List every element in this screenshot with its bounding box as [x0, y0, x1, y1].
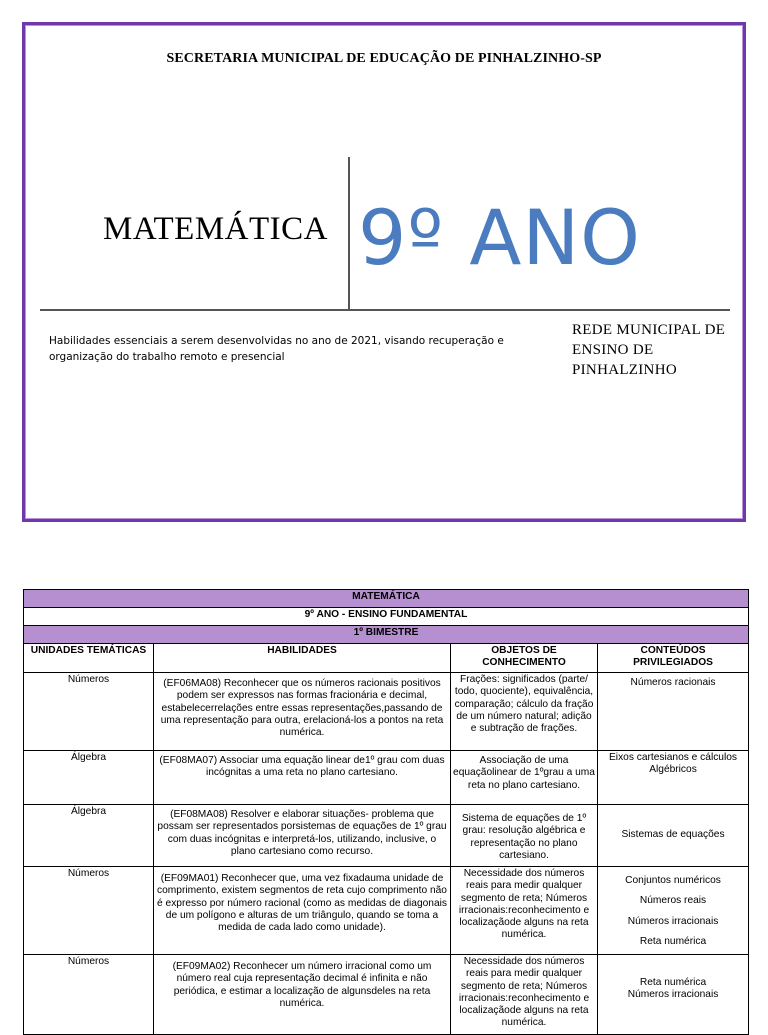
- cell-skill: (EF09MA02) Reconhecer um número irracional como um número real cuja representação decimal é infinita e não periódica, e estimar a localização de algunsdeles na reta numérica.: [154, 955, 451, 1035]
- cell-unit: Álgebra: [24, 751, 154, 805]
- cell-contents: [598, 867, 749, 955]
- cell-unit: Números: [24, 867, 154, 955]
- content-item: Reta numérica: [639, 977, 707, 988]
- cell-unit: Álgebra: [24, 805, 154, 867]
- header-habilidades: HABILIDADES: [154, 644, 451, 673]
- content-item: Sistemas de equações: [621, 829, 725, 841]
- horizontal-divider: [40, 309, 730, 311]
- secretaria-title: SECRETARIA MUNICIPAL DE EDUCAÇÃO DE PINHALZINHO-SP: [166, 51, 602, 66]
- header-conteudos: CONTEÚDOS PRIVILEGIADOS: [598, 644, 749, 673]
- cell-knowledge: Necessidade dos números reais para medir qualquer segmento de reta; Números irracionais:reconhecimento e localizaçãode alguns na reta numérica.: [451, 955, 598, 1035]
- table-row: [24, 805, 749, 867]
- content-item: Números irracionais: [627, 915, 719, 927]
- content-item: Eixos cartesianos e cálculos Algébricos: [609, 752, 737, 776]
- cell-knowledge: Associação de uma equaçãolinear de 1ºgrau a uma reta no plano cartesiano.: [451, 751, 598, 805]
- habilidades-description: Habilidades essenciais a serem desenvolvidas no ano de 2021, visando recuperação e organização do trabalho remoto e presencial: [49, 335, 504, 363]
- table-row: [24, 867, 749, 955]
- table-row: [24, 751, 749, 805]
- cell-skill: (EF09MA01) Reconhecer que, uma vez fixadauma unidade de comprimento, existem segmentos de reta cujo comprimento não é expresso por número racional (como as medidas de diagonais de um polígono e alturas de um triângulo, quando se toma a medida de cada lado como unidade).: [154, 867, 451, 955]
- vertical-divider: [348, 157, 350, 309]
- content-item: Reta numérica: [639, 935, 707, 947]
- cell-knowledge: Frações: significados (parte/ todo, quociente), equivalência, comparação; cálculo da fração de um número natural; adição e subtração de frações.: [451, 673, 598, 751]
- table-row: [24, 673, 749, 751]
- table-header-row: [24, 644, 749, 673]
- cover-page: [22, 22, 746, 522]
- content-item: Números racionais: [630, 677, 716, 688]
- cell-contents: [598, 673, 749, 751]
- header-unidades: UNIDADES TEMÁTICAS: [24, 644, 154, 673]
- cell-skill: (EF08MA07) Associar uma equação linear de1º grau com duas incógnitas a uma reta no plano cartesiano.: [154, 751, 451, 805]
- cell-contents: [598, 751, 749, 805]
- table-level: 9º ANO - ENSINO FUNDAMENTAL: [24, 608, 749, 626]
- header-objetos: OBJETOS DE CONHECIMENTO: [451, 644, 598, 673]
- content-item: Conjuntos numéricos: [625, 875, 721, 886]
- subject-title: MATEMÁTICA: [103, 211, 328, 247]
- cell-knowledge: Necessidade dos números reais para medir qualquer segmento de reta; Números irracionais:reconhecimento e localizaçãode alguns na reta numérica.: [451, 867, 598, 955]
- curriculum-table: [23, 589, 749, 1035]
- table-period: 1º BIMESTRE: [24, 626, 749, 644]
- cell-contents: [598, 805, 749, 867]
- table-row: [24, 955, 749, 1035]
- content-item: Números irracionais: [627, 989, 719, 1001]
- cell-skill: (EF06MA08) Reconhecer que os números racionais positivos podem ser expressos nas formas fracionária e decimal, estabelecerrelações entre essas representações,passando de uma representação para outra, erelacioná-los a pontos na reta numérica.: [154, 673, 451, 751]
- cell-skill: (EF08MA08) Resolver e elaborar situações- problema que possam ser representados porsistemas de equações de 1º grau com duas incógnitas e interpretá-los, utilizando, inclusive, o plano cartesiano como recurso.: [154, 805, 451, 867]
- content-item: Números reais: [639, 895, 707, 907]
- cell-unit: Números: [24, 673, 154, 751]
- grade-title: 9º ANO: [358, 193, 641, 282]
- table-title: MATEMÁTICA: [24, 590, 749, 608]
- cell-unit: Números: [24, 955, 154, 1035]
- cell-knowledge: Sistema de equações de 1º grau: resolução algébrica e representação no plano cartesiano.: [451, 805, 598, 867]
- rede-municipal-label: REDE MUNICIPAL DE ENSINO DE PINHALZINHO: [572, 322, 726, 378]
- cell-contents: [598, 955, 749, 1035]
